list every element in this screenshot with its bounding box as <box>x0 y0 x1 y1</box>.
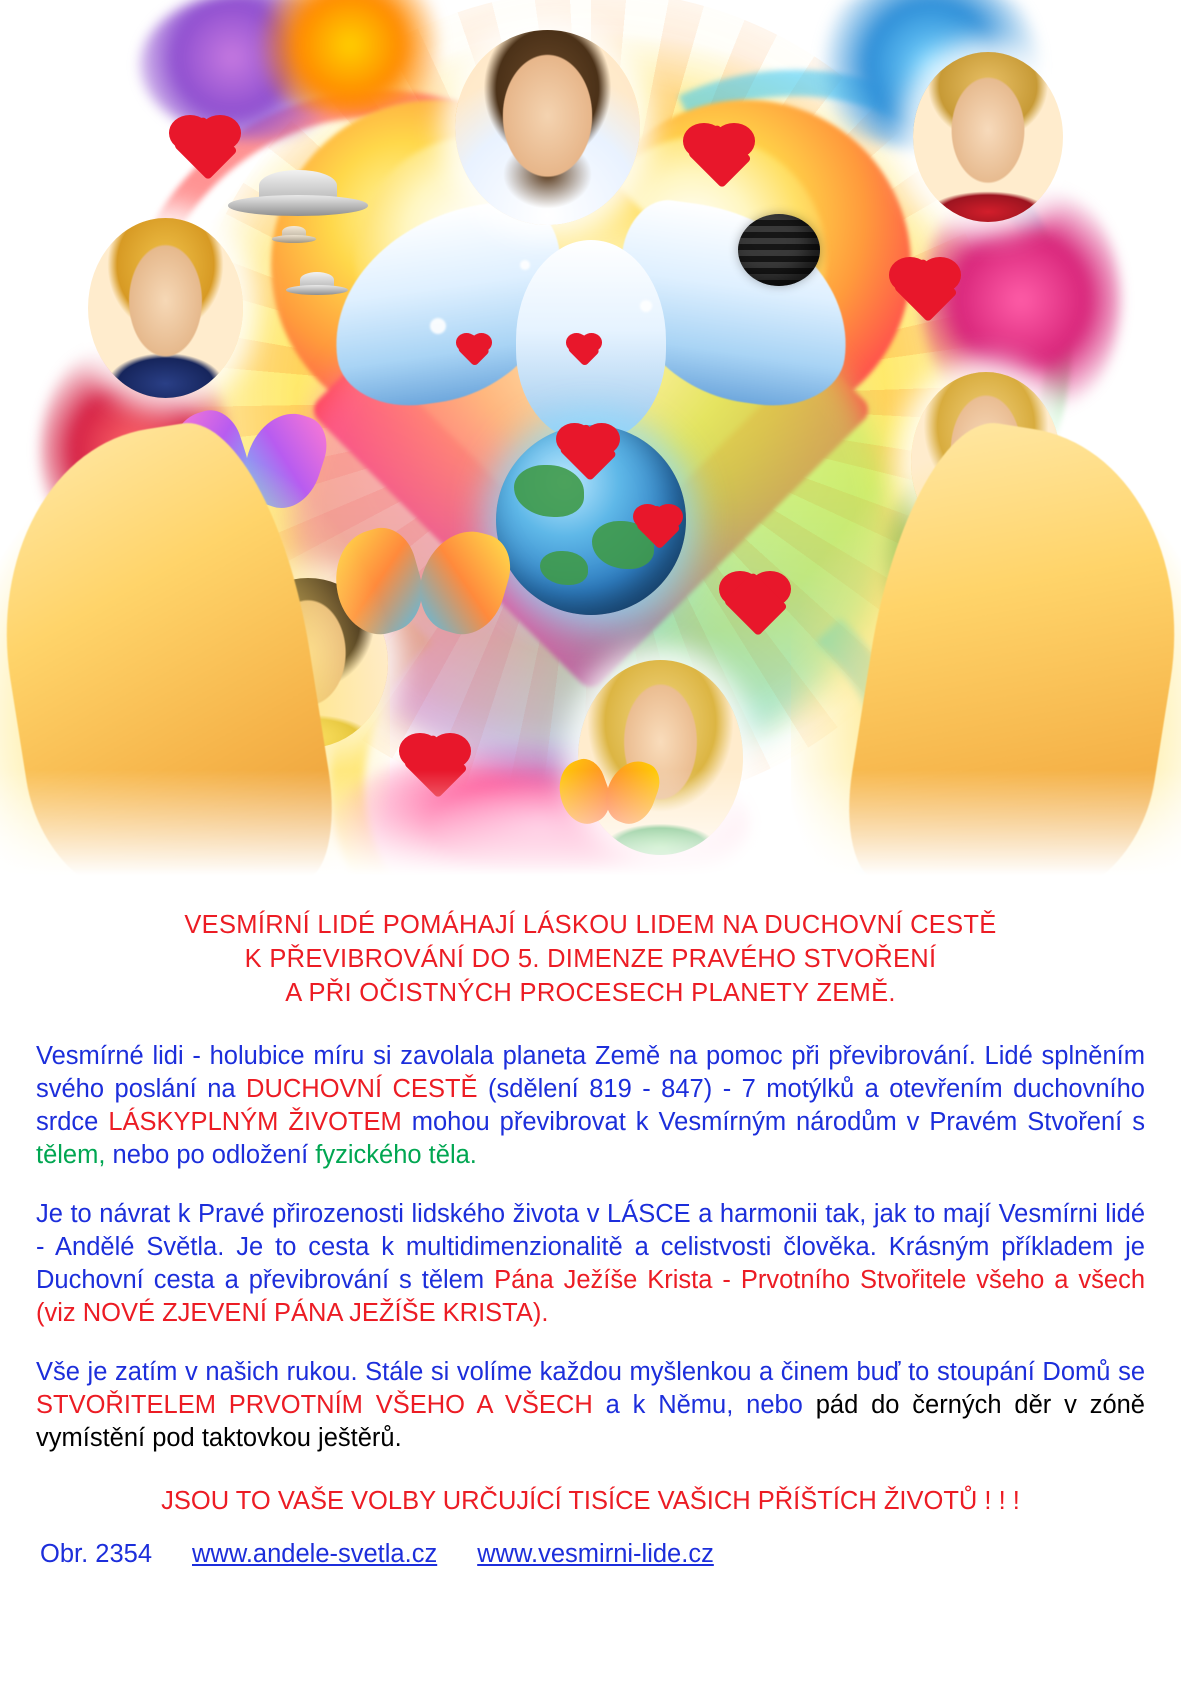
jesus-portrait <box>455 30 640 225</box>
p1-highlight-duchovni-ceste: DUCHOVNÍ CESTĚ <box>246 1075 478 1103</box>
sparkle <box>430 318 446 334</box>
ufo-tiny-disc <box>272 226 316 248</box>
link-andele-svetla[interactable]: www.andele-svetla.cz <box>192 1540 438 1568</box>
p1-highlight-laskyplnym-zivotem: LÁSKYPLNÝM ŽIVOTEM <box>108 1108 402 1136</box>
p1-part-7: nebo po odložení <box>105 1141 316 1169</box>
p1-highlight-telem: tělem, <box>36 1141 106 1169</box>
p1-part-3: (sdělení 819 - 847) - 7 motýlků a otevřením duchovního srdce <box>36 1075 1145 1136</box>
p1-part-5: mohou převibrovat k Vesmírným národům v Pravém Stvoření s <box>401 1108 1145 1136</box>
heart-badge-right <box>888 252 962 316</box>
heart-badge-bottom-right <box>718 566 792 630</box>
paragraph-3 <box>36 1356 1145 1455</box>
text-content <box>0 908 1181 1569</box>
heart-badge-top-left <box>168 110 242 174</box>
sparkle <box>640 300 652 312</box>
blond-young-man-portrait <box>913 52 1063 222</box>
p3-part-3: a k Němu, nebo <box>592 1391 816 1419</box>
heart-icon-dove-left <box>455 330 493 364</box>
p3-part-4: pád do černých děr v zóně vymístění pod taktovkou ještěrů. <box>36 1391 1145 1452</box>
heart-badge-mid-right <box>632 500 684 546</box>
ufo-disc <box>228 170 368 230</box>
headline-line-1: VESMÍRNÍ LIDÉ POMÁHAJÍ LÁSKOU LIDEM NA DUCHOVNÍ CESTĚ <box>184 911 997 939</box>
ufo-small-disc <box>286 272 348 302</box>
headline-line-2: K PŘEVIBROVÁNÍ DO 5. DIMENZE PRAVÉHO STVOŘENÍ <box>244 945 937 973</box>
final-note: JSOU TO VAŠE VOLBY URČUJÍCÍ TISÍCE VAŠICH PŘÍŠTÍCH ŽIVOTŮ ! ! ! <box>161 1487 1020 1515</box>
link-vesmirni-lide[interactable]: www.vesmirni-lide.cz <box>477 1540 714 1568</box>
paragraph-1 <box>36 1040 1145 1172</box>
p1-part-1: Vesmírné lidi - holubice míru si zavolala planeta Země na pomoc při převibrování. Lidé splněním svého poslání na <box>36 1042 1145 1103</box>
p3-highlight-stvoritel-prvotni: STVOŘITELEM PRVOTNÍM VŠEHO A VŠECH <box>36 1391 593 1419</box>
p1-highlight-fyzickeho-tela: fyzického těla. <box>315 1141 477 1169</box>
paragraph-2 <box>36 1198 1145 1330</box>
p2-part-1: Je to návrat k Pravé přirozenosti lidského života v LÁSCE a harmonii tak, jak to mají Vesmírni lidé - Andělé Světla. Je to cesta k multidimenzionalitě a celistvosti člověka. Krásným příkladem je Duchovní cesta a převibrování s tělem <box>36 1200 1145 1294</box>
heart-icon-dove-right <box>565 330 603 364</box>
footer <box>40 1540 1159 1569</box>
artwork-bottom-fade <box>0 770 1181 890</box>
heart-icon-on-earth <box>555 418 621 476</box>
p2-highlight-pan-jezis-kristus: Pána Ježíše Krista - Prvotního Stvořitele všeho a všech (viz NOVÉ ZJEVENÍ PÁNA JEŽÍŠE KRISTA). <box>36 1266 1146 1327</box>
blond-man-portrait <box>88 218 243 398</box>
p3-part-1: Vše je zatím v našich rukou. Stále si volíme každou myšlenkou a činem buď to stoupání Domů se <box>36 1358 1145 1386</box>
sparkle <box>520 260 530 270</box>
ufo-sphere <box>738 214 820 286</box>
figure-label: Obr. 2354 <box>40 1540 152 1568</box>
headline-line-3: A PŘI OČISTNÝCH PROCESECH PLANETY ZEMĚ. <box>285 979 896 1007</box>
headline <box>22 908 1159 1010</box>
heart-badge-top-right <box>682 118 756 182</box>
